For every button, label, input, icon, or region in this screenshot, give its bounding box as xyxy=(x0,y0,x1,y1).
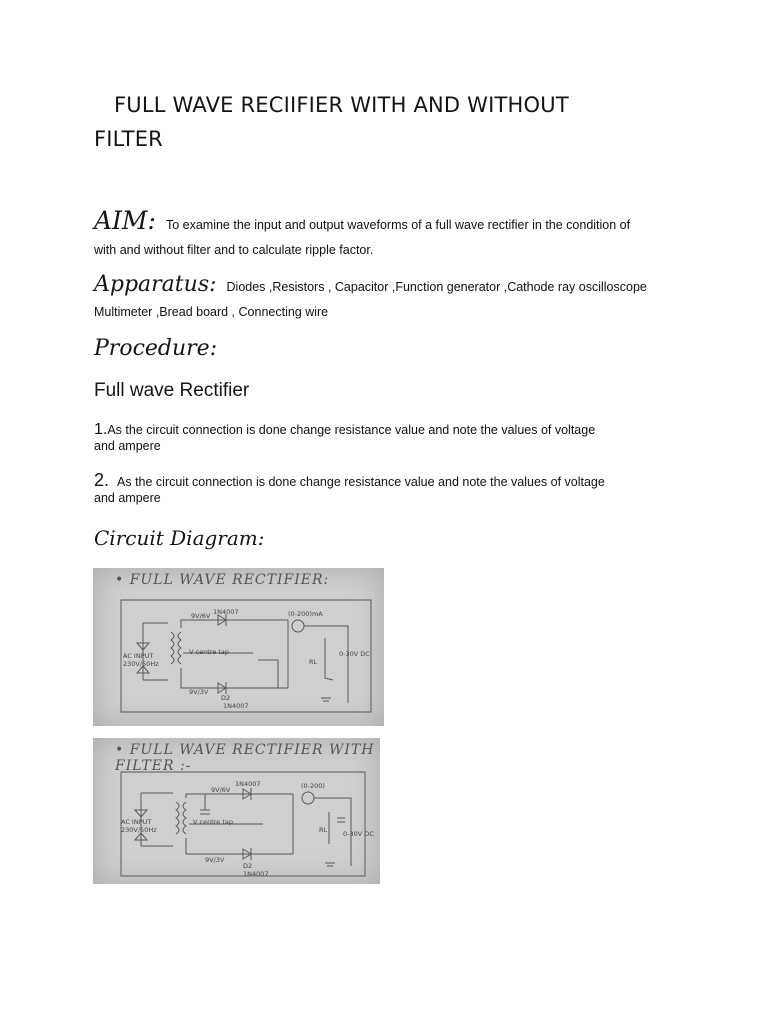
step-text-cont: and ampere xyxy=(94,491,161,505)
photo-label: V centre tap xyxy=(193,818,234,826)
apparatus-section xyxy=(94,272,714,319)
photo-label: V centre tap xyxy=(189,648,230,656)
photo-label: 0-30V DC xyxy=(339,650,370,658)
photo-label: AC INPUT xyxy=(121,818,152,826)
photo-label: 230V/50Hz xyxy=(121,826,157,834)
photo-label: 0-30V DC xyxy=(343,830,374,838)
photo-label: 230V/50Hz xyxy=(123,660,159,668)
photo-label: (0-200)mA xyxy=(288,610,323,618)
circuit-diagram-heading: Circuit Diagram: xyxy=(94,526,265,550)
aim-heading: AIM: xyxy=(94,206,156,235)
title-line-2: FILTER xyxy=(94,127,163,151)
photo-label: 1N4007 xyxy=(235,780,261,788)
procedure-step-1 xyxy=(94,422,654,454)
photo-label: AC INPUT xyxy=(123,652,154,660)
apparatus-text-2: Multimeter ,Bread board , Connecting wire xyxy=(94,305,329,319)
step-text: As the circuit connection is done change resistance value and note the values of voltage xyxy=(107,423,596,437)
photo-caption: • FULL WAVE RECTIFIER: xyxy=(115,572,330,588)
procedure-step-2 xyxy=(94,472,654,506)
photo-label: 9V/3V xyxy=(205,856,225,864)
step-number: 1. xyxy=(94,421,108,438)
circuit-photo-full-wave-rectifier-with-filter xyxy=(93,738,380,884)
aim-text-2: with and without filter and to calculate ripple factor. xyxy=(94,243,374,257)
aim-section xyxy=(94,206,694,257)
procedure-heading: Procedure: xyxy=(94,336,218,361)
document-title xyxy=(94,88,694,156)
photo-label: 1N4007 xyxy=(213,608,239,616)
step-number: 2. xyxy=(94,470,110,490)
apparatus-text-1: Diodes ,Resistors , Capacitor ,Function generator ,Cathode ray oscilloscope xyxy=(226,280,647,294)
photo-caption: • FULL WAVE RECTIFIER WITH FILTER :- xyxy=(115,742,375,774)
photo-label: 1N4007 xyxy=(223,702,249,710)
photo-label: 9V/6V xyxy=(211,786,231,794)
step-text: As the circuit connection is done change resistance value and note the values of voltage xyxy=(117,475,605,489)
procedure-subheading: Full wave Rectifier xyxy=(94,380,250,401)
photo-label: 1N4007 xyxy=(243,870,269,878)
photo-label: RL xyxy=(319,826,328,834)
photo-label: D2 xyxy=(221,694,231,702)
title-line-1: FULL WAVE RECIIFIER WITH AND WITHOUT xyxy=(114,93,569,117)
photo-label: 9V/3V xyxy=(189,688,209,696)
photo-label: (0-200) xyxy=(301,782,325,790)
aim-text-1: To examine the input and output waveforms of a full wave rectifier in the condition of xyxy=(165,218,631,232)
photo-label: 9V/6V xyxy=(191,612,211,620)
step-text-cont: and ampere xyxy=(94,439,161,453)
circuit-photo-full-wave-rectifier xyxy=(93,568,384,726)
photo-label: D2 xyxy=(243,862,253,870)
photo-label: RL xyxy=(309,658,318,666)
apparatus-heading: Apparatus: xyxy=(94,272,217,297)
